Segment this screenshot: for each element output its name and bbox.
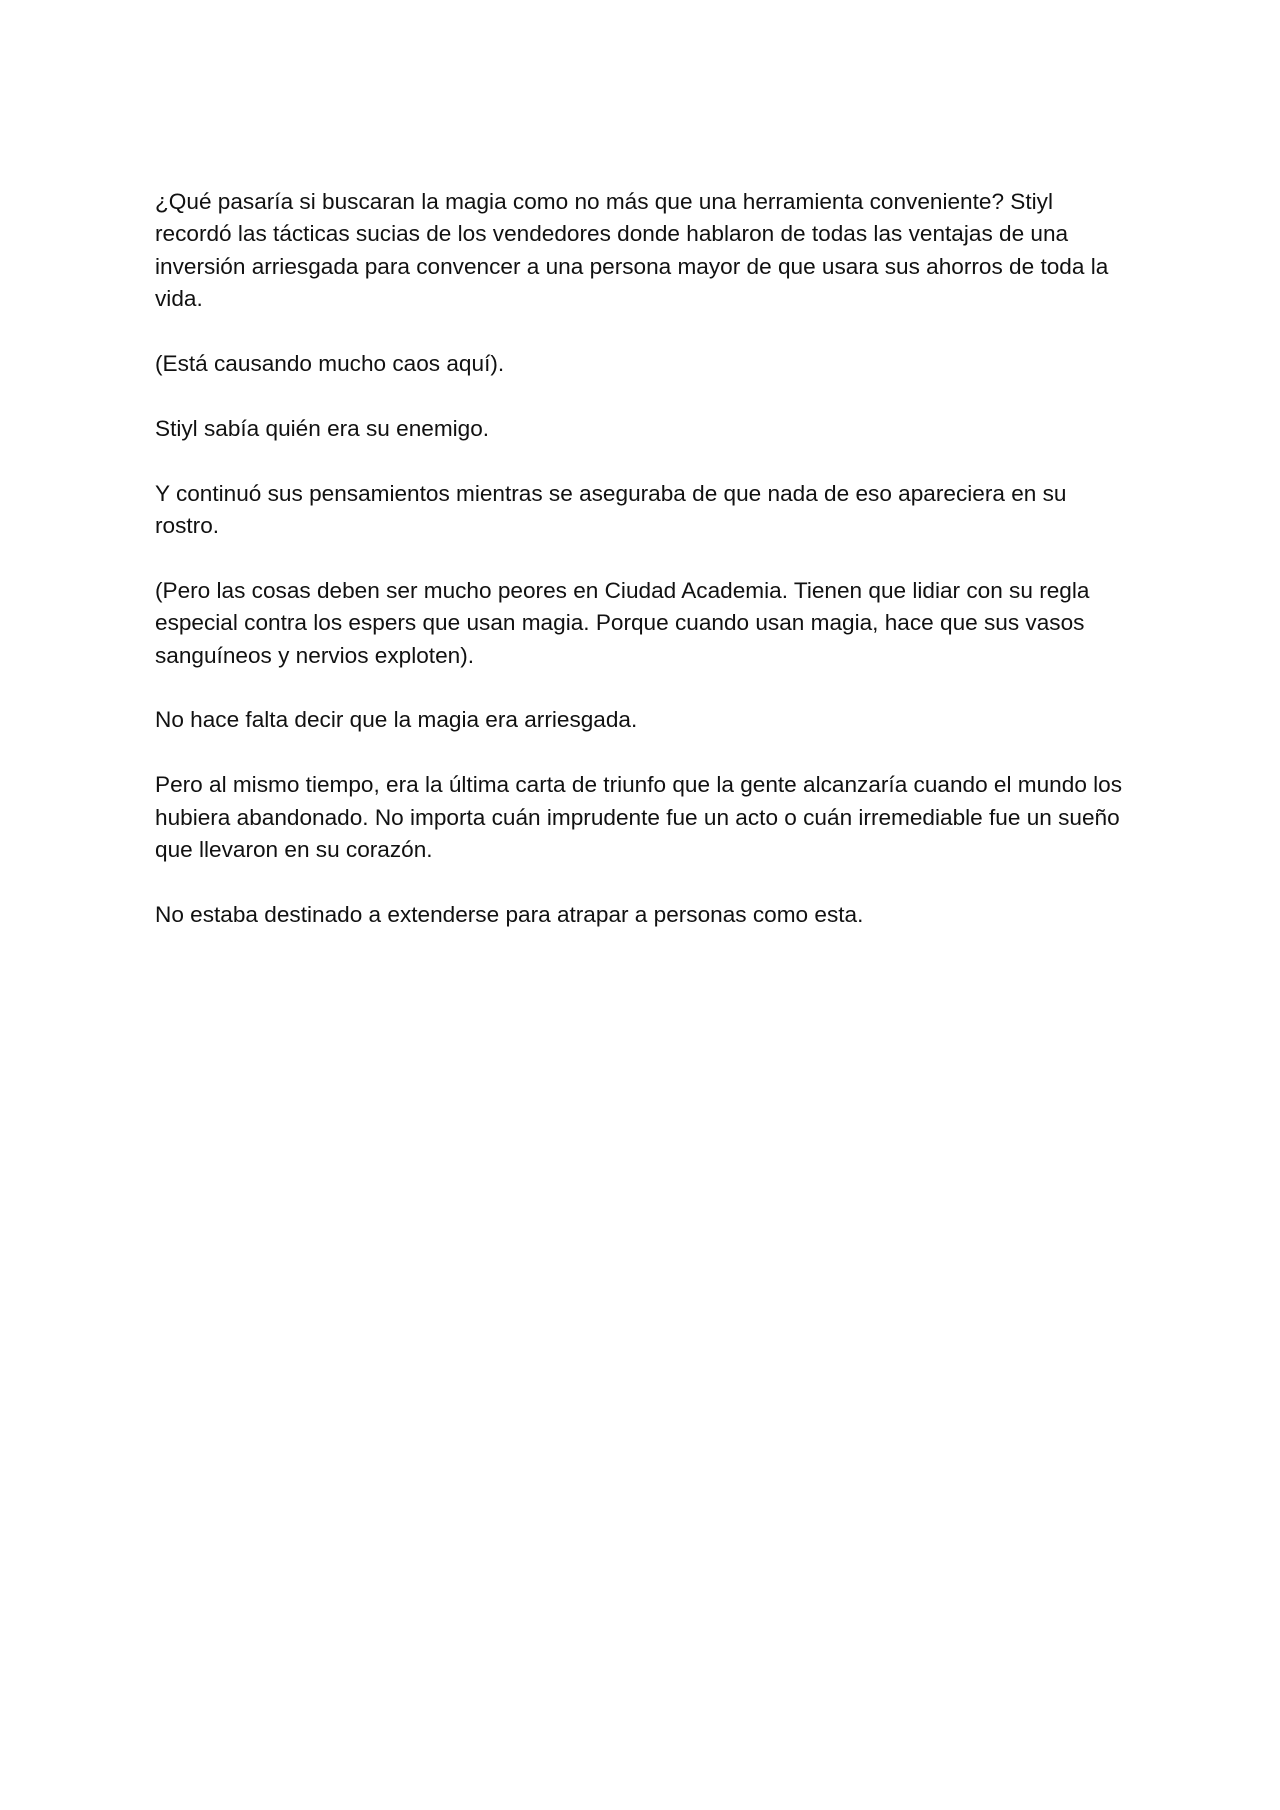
paragraph: Y continuó sus pensamientos mientras se aseguraba de que nada de eso apareciera en su rostro.: [155, 480, 1067, 539]
paragraph: (Está causando mucho caos aquí).: [155, 351, 505, 377]
paragraph: No estaba destinado a extenderse para atrapar a personas como esta.: [155, 901, 864, 927]
document-body: [155, 186, 1135, 964]
paragraph: No hace falta decir que la magia era arriesgada.: [155, 707, 638, 733]
paragraph: Pero al mismo tiempo, era la última carta de triunfo que la gente alcanzaría cuando el mundo los hubiera abandonado. No importa cuán imprudente fue un acto o cuán irremediable fue un sueño que llevaron en su corazón.: [155, 772, 1123, 863]
paragraph: (Pero las cosas deben ser mucho peores en Ciudad Academia. Tienen que lidiar con su regla especial contra los espers que usan magia. Porque cuando usan magia, hace que sus vasos sanguíneos y nervios exploten).: [155, 577, 1090, 668]
paragraph: ¿Qué pasaría si buscaran la magia como no más que una herramienta conveniente? Stiyl recordó las tácticas sucias de los vendedores donde hablaron de todas las ventajas de una inversión arriesgada para convencer a una persona mayor de que usara sus ahorros de toda la vida.: [155, 189, 1109, 312]
paragraph: Stiyl sabía quién era su enemigo.: [155, 415, 490, 441]
